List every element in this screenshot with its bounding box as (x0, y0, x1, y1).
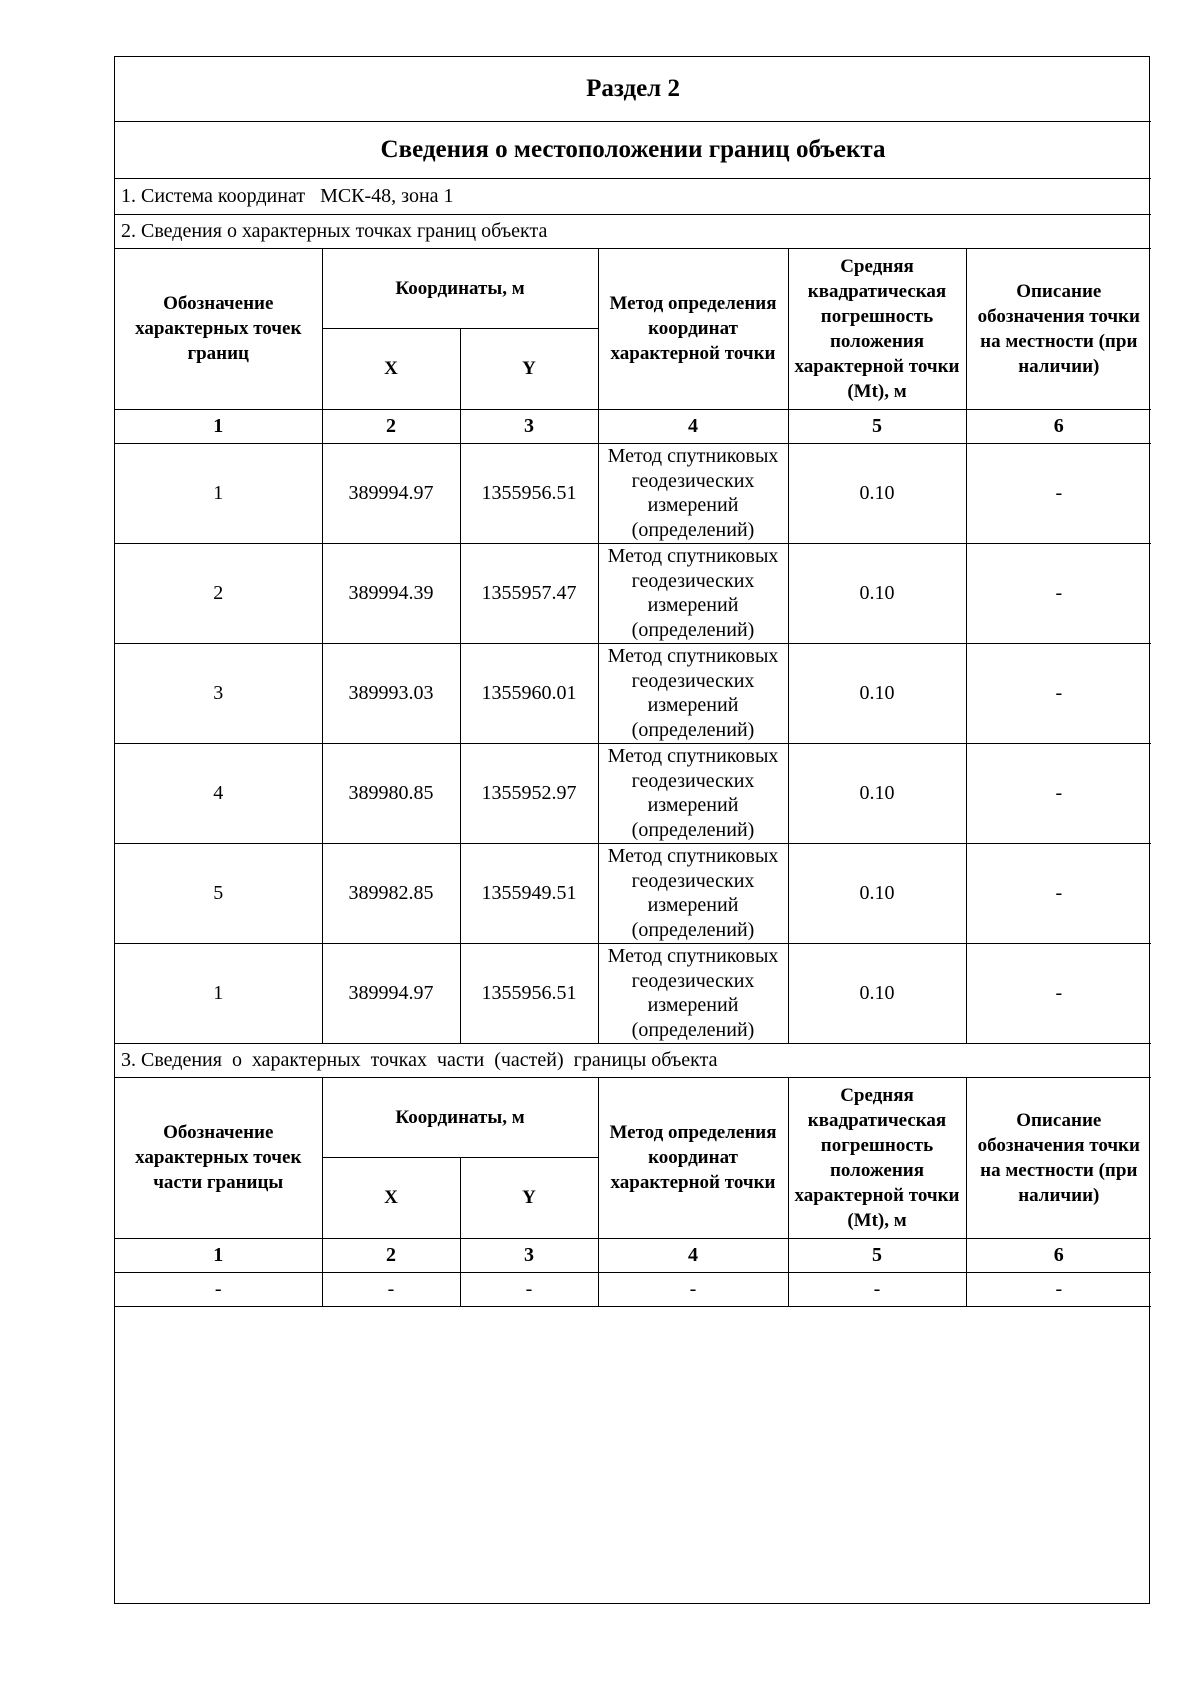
point-id: 3 (115, 643, 322, 743)
coordinate-system-label: 1. Система координат (121, 185, 306, 207)
table-row (115, 643, 1151, 743)
column-number: 2 (322, 409, 460, 443)
header-description: Описание обозначения точки на местности (при наличии) (966, 248, 1151, 409)
table-row (115, 843, 1151, 943)
header-x: X (322, 328, 460, 409)
coord-x: 389994.97 (322, 443, 460, 543)
method-cell: Метод спутниковых геодезических измерений (определений) (598, 943, 788, 1043)
table-row (115, 943, 1151, 1043)
coord-y: 1355949.51 (460, 843, 598, 943)
parts-method-cell: - (598, 1272, 788, 1306)
header-error: Средняя квадратическая погрешность положения характерной точки (Mt), м (788, 248, 966, 409)
description-cell: - (966, 543, 1151, 643)
point-id: 1 (115, 943, 322, 1043)
column-number: 6 (966, 409, 1151, 443)
description-cell: - (966, 443, 1151, 543)
coord-x: 389980.85 (322, 743, 460, 843)
error-cell: 0.10 (788, 443, 966, 543)
method-cell: Метод спутниковых геодезических измерений (определений) (598, 543, 788, 643)
parts-description-cell: - (966, 1272, 1151, 1306)
parts-coord-x: - (322, 1272, 460, 1306)
column-number: 4 (598, 409, 788, 443)
section-table (115, 57, 1151, 1592)
parts-column-number: 3 (460, 1238, 598, 1272)
point-id: 4 (115, 743, 322, 843)
coordinate-system-value: МСК-48, зона 1 (320, 185, 454, 207)
parts-header-designation: Обозначение характерных точек части границы (115, 1077, 322, 1238)
parts-section-heading: 3. Сведения о характерных точках части (частей) границы объекта (115, 1043, 1151, 1077)
table-row (115, 1272, 1151, 1306)
coord-x: 389994.39 (322, 543, 460, 643)
parts-column-number: 5 (788, 1238, 966, 1272)
point-id: 2 (115, 543, 322, 643)
coord-x: 389982.85 (322, 843, 460, 943)
document-page (114, 56, 1150, 1604)
parts-error-cell: - (788, 1272, 966, 1306)
method-cell: Метод спутниковых геодезических измерений (определений) (598, 743, 788, 843)
table-row (115, 443, 1151, 543)
error-cell: 0.10 (788, 943, 966, 1043)
error-cell: 0.10 (788, 543, 966, 643)
description-cell: - (966, 943, 1151, 1043)
coord-y: 1355956.51 (460, 443, 598, 543)
parts-header-y: Y (460, 1157, 598, 1238)
header-y: Y (460, 328, 598, 409)
description-cell: - (966, 643, 1151, 743)
header-designation: Обозначение характерных точек границ (115, 248, 322, 409)
parts-coord-y: - (460, 1272, 598, 1306)
parts-header-error: Средняя квадратическая погрешность положения характерной точки (Mt), м (788, 1077, 966, 1238)
parts-header-method: Метод определения координат характерной точки (598, 1077, 788, 1238)
parts-point-id: - (115, 1272, 322, 1306)
method-cell: Метод спутниковых геодезических измерений (определений) (598, 843, 788, 943)
header-method: Метод определения координат характерной точки (598, 248, 788, 409)
error-cell: 0.10 (788, 643, 966, 743)
error-cell: 0.10 (788, 843, 966, 943)
parts-header-x: X (322, 1157, 460, 1238)
coord-y: 1355952.97 (460, 743, 598, 843)
parts-header-coordinates: Координаты, м (322, 1077, 598, 1157)
parts-column-number: 2 (322, 1238, 460, 1272)
point-id: 5 (115, 843, 322, 943)
point-id: 1 (115, 443, 322, 543)
blank-area (115, 1306, 1151, 1592)
coordinate-system-line (115, 178, 1151, 214)
method-cell: Метод спутниковых геодезических измерений (определений) (598, 643, 788, 743)
parts-column-number: 6 (966, 1238, 1151, 1272)
section-subtitle: Сведения о местоположении границ объекта (115, 121, 1151, 178)
parts-column-number: 4 (598, 1238, 788, 1272)
section-title: Раздел 2 (115, 57, 1151, 121)
parts-header-description: Описание обозначения точки на местности (при наличии) (966, 1077, 1151, 1238)
coord-x: 389994.97 (322, 943, 460, 1043)
description-cell: - (966, 743, 1151, 843)
column-number: 3 (460, 409, 598, 443)
coord-y: 1355960.01 (460, 643, 598, 743)
coord-y: 1355957.47 (460, 543, 598, 643)
column-number: 5 (788, 409, 966, 443)
parts-column-number: 1 (115, 1238, 322, 1272)
table-row (115, 743, 1151, 843)
header-coordinates: Координаты, м (322, 248, 598, 328)
coord-x: 389993.03 (322, 643, 460, 743)
points-section-heading: 2. Сведения о характерных точках границ объекта (115, 214, 1151, 248)
table-row (115, 543, 1151, 643)
description-cell: - (966, 843, 1151, 943)
error-cell: 0.10 (788, 743, 966, 843)
coord-y: 1355956.51 (460, 943, 598, 1043)
column-number: 1 (115, 409, 322, 443)
method-cell: Метод спутниковых геодезических измерений (определений) (598, 443, 788, 543)
